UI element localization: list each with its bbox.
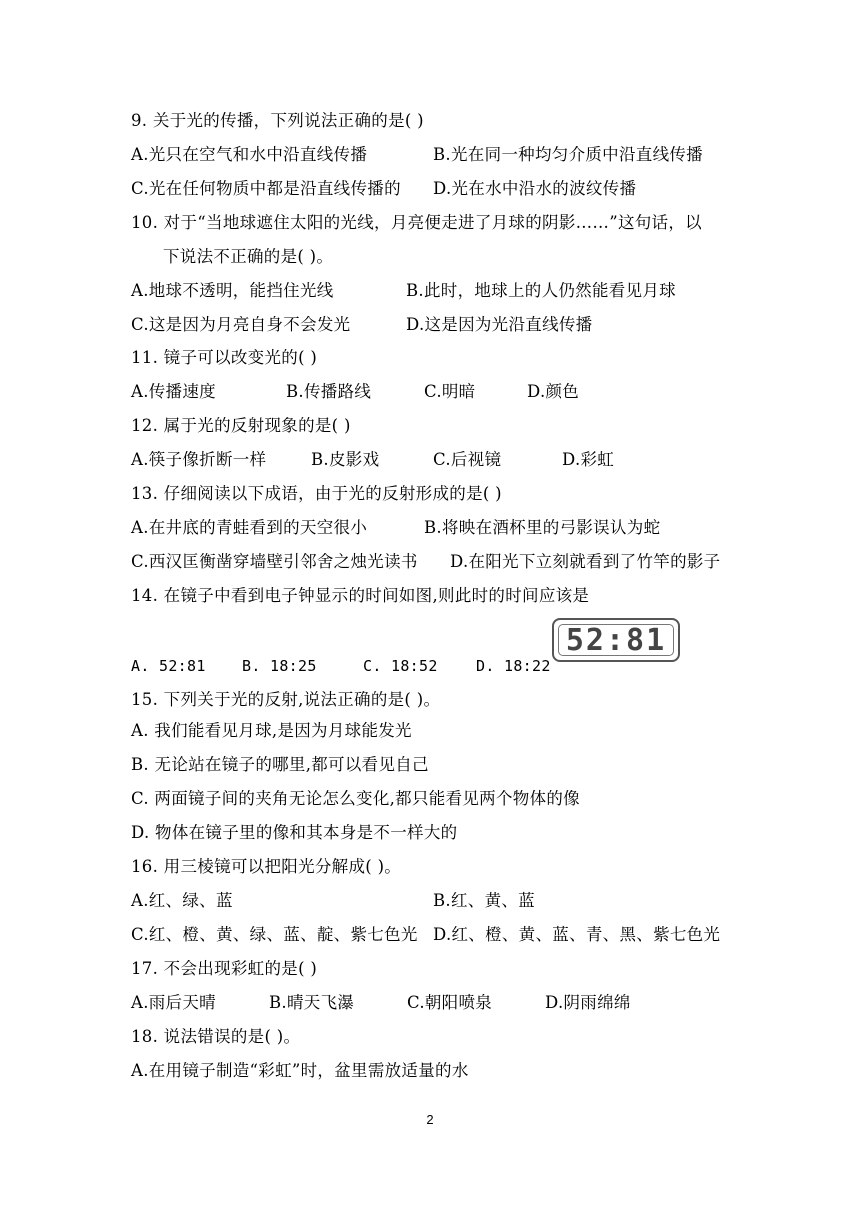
q18-option-a[interactable]: A.在用镜子制造“彩虹”时，盆里需放适量的水 bbox=[131, 1061, 469, 1080]
q17-option-c[interactable]: C.朝阳喷泉 bbox=[407, 993, 493, 1012]
q13-option-d[interactable]: D.在阳光下立刻就看到了竹竿的影子 bbox=[450, 552, 721, 571]
question-12-stem: 12. 属于光的反射现象的是( ) bbox=[131, 416, 351, 435]
q15-option-c[interactable]: C. 两面镜子间的夹角无论怎么变化,都只能看见两个物体的像 bbox=[131, 789, 580, 808]
q16-option-b[interactable]: B.红、黄、蓝 bbox=[433, 891, 535, 910]
q16-option-d[interactable]: D.红、橙、黄、蓝、青、黑、紫七色光 bbox=[433, 925, 721, 944]
q15-option-b[interactable]: B. 无论站在镜子的哪里,都可以看见自己 bbox=[131, 755, 429, 774]
mirrored-digital-clock-figure bbox=[552, 618, 680, 662]
q13-option-a[interactable]: A.在井底的青蛙看到的天空很小 bbox=[131, 518, 368, 537]
q9-option-c[interactable]: C.光在任何物质中都是沿直线传播的 bbox=[131, 179, 401, 198]
q16-option-a[interactable]: A.红、绿、蓝 bbox=[131, 891, 233, 910]
question-18-stem: 18. 说法错误的是( )。 bbox=[131, 1027, 301, 1046]
q17-option-b[interactable]: B.晴天飞瀑 bbox=[269, 993, 355, 1012]
q14-option-c[interactable]: C. 18:52 bbox=[363, 657, 438, 675]
page-number: 2 bbox=[426, 1112, 434, 1127]
question-17-stem: 17. 不会出现彩虹的是( ) bbox=[131, 959, 318, 978]
q10-option-c[interactable]: C.这是因为月亮自身不会发光 bbox=[131, 315, 351, 334]
q12-option-c[interactable]: C.后视镜 bbox=[433, 450, 502, 469]
q12-option-a[interactable]: A.筷子像折断一样 bbox=[131, 450, 267, 469]
q13-option-b[interactable]: B.将映在酒杯里的弓影误认为蛇 bbox=[424, 518, 661, 537]
question-16-stem: 16. 用三棱镜可以把阳光分解成( )。 bbox=[131, 857, 402, 876]
q13-option-c[interactable]: C.西汉匡衡凿穿墙壁引邻舍之烛光读书 bbox=[131, 552, 418, 571]
q12-option-d[interactable]: D.彩虹 bbox=[562, 450, 615, 469]
q10-option-b[interactable]: B.此时，地球上的人仍然能看见月球 bbox=[406, 281, 676, 300]
q11-option-b[interactable]: B.传播路线 bbox=[286, 382, 372, 401]
q17-option-a[interactable]: A.雨后天晴 bbox=[131, 993, 216, 1012]
q14-option-a[interactable]: A. 52:81 bbox=[131, 657, 206, 675]
q11-option-a[interactable]: A.传播速度 bbox=[131, 382, 216, 401]
q11-option-d[interactable]: D.颜色 bbox=[527, 382, 580, 401]
clock-display: 52:81 bbox=[558, 624, 674, 656]
q10-option-d[interactable]: D.这是因为光沿直线传播 bbox=[406, 315, 593, 334]
q11-option-c[interactable]: C.明暗 bbox=[424, 382, 476, 401]
q9-option-b[interactable]: B.光在同一种均匀介质中沿直线传播 bbox=[433, 145, 703, 164]
question-13-stem: 13. 仔细阅读以下成语，由于光的反射形成的是( ) bbox=[131, 484, 502, 503]
question-15-stem: 15. 下列关于光的反射,说法正确的是( )。 bbox=[131, 690, 441, 709]
question-11-stem: 11. 镜子可以改变光的( ) bbox=[131, 348, 318, 367]
question-14-stem: 14. 在镜子中看到电子钟显示的时间如图,则此时的时间应该是 bbox=[131, 586, 590, 605]
q14-option-b[interactable]: B. 18:25 bbox=[242, 657, 317, 675]
q15-option-a[interactable]: A. 我们能看见月球,是因为月球能发光 bbox=[131, 721, 412, 740]
q9-option-d[interactable]: D.光在水中沿水的波纹传播 bbox=[433, 179, 637, 198]
question-9-stem: 9. 关于光的传播，下列说法正确的是( ) bbox=[131, 111, 424, 130]
q16-option-c[interactable]: C.红、橙、黄、绿、蓝、靛、紫七色光 bbox=[131, 925, 418, 944]
q9-option-a[interactable]: A.光只在空气和水中沿直线传播 bbox=[131, 145, 368, 164]
q12-option-b[interactable]: B.皮影戏 bbox=[311, 450, 380, 469]
q15-option-d[interactable]: D. 物体在镜子里的像和其本身是不一样大的 bbox=[131, 823, 458, 842]
question-10-stem-line-1: 10. 对于“当地球遮住太阳的光线，月亮便走进了月球的阴影……”这句话，以 bbox=[131, 213, 702, 232]
q14-option-d[interactable]: D. 18:22 bbox=[476, 657, 551, 675]
question-10-stem-line-2: 下说法不正确的是( )。 bbox=[163, 247, 334, 266]
q10-option-a[interactable]: A.地球不透明，能挡住光线 bbox=[131, 281, 334, 300]
q17-option-d[interactable]: D.阴雨绵绵 bbox=[545, 993, 631, 1012]
